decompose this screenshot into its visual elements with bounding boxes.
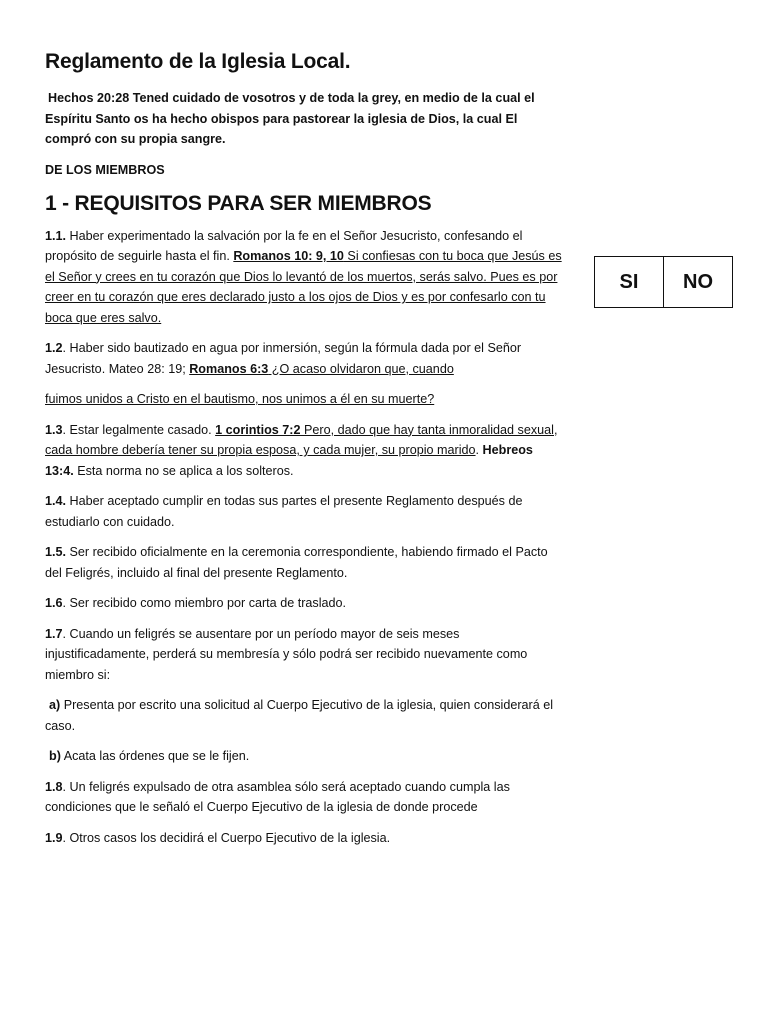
si-no-box <box>594 256 733 308</box>
scripture-reference: Romanos 6:3 <box>189 361 269 376</box>
item-text: Haber experimentado la salvación por la fe en el Señor Jesucristo, confesando el propósito de seguirle hasta el fin. <box>45 228 523 263</box>
item-number: 1.9 <box>45 830 63 845</box>
requirement-1-6 <box>45 593 565 614</box>
section-title: 1 - REQUISITOS PARA SER MIEMBROS <box>45 191 432 215</box>
document-title: Reglamento de la Iglesia Local. <box>45 50 351 73</box>
item-text: . Cuando un feligrés se ausentare por un período mayor de seis meses injustificadamente, perderá su membresía y sólo podrá ser recibido nuevamente como miembro si: <box>45 626 528 682</box>
item-number: 1.3 <box>45 422 63 437</box>
no-cell[interactable]: NO <box>663 257 732 307</box>
scripture-reference: Romanos 10: 9, 10 <box>233 249 344 263</box>
item-number: 1.2 <box>45 341 63 355</box>
item-text: . Ser recibido como miembro por carta de traslado. <box>62 596 346 610</box>
scripture-reference: Hebreos 13:4. <box>45 443 533 478</box>
item-text: Haber aceptado cumplir en todas sus partes el presente Reglamento después de estudiarlo con cuidado. <box>45 494 523 529</box>
requirement-1-5 <box>45 542 565 583</box>
requirement-1-9 <box>45 828 565 849</box>
item-number: 1.6 <box>45 596 63 610</box>
scripture-quote: Si confiesas con tu boca que Jesús es el Señor y crees en tu corazón que Dios lo levantó de los muertos, serás salvo. Pues es por creer en tu corazón que eres declarado justo a los ojos de Dios y es por confesarlo con tu boca que eres salvo. <box>45 249 562 325</box>
item-number: 1.7 <box>45 626 63 641</box>
item-number: b) <box>49 749 61 763</box>
epigraph-verse <box>45 88 565 150</box>
requirement-1-2-continued <box>45 389 565 410</box>
item-number: 1.4. <box>45 494 67 508</box>
item-number: 1.5. <box>45 545 67 559</box>
section-subhead: DE LOS MIEMBROS <box>45 162 165 177</box>
requirement-1-2 <box>45 338 565 379</box>
item-text: Ser recibido oficialmente en la ceremonia correspondiente, habiendo firmado el Pacto del Feligrés, incluido al final del presente Reglamento. <box>45 545 548 580</box>
document-body <box>45 50 565 858</box>
requirement-1-8 <box>45 777 565 818</box>
item-text: . Un feligrés expulsado de otra asamblea sólo será aceptado cuando cumpla las condiciones que le señaló el Cuerpo Ejecutivo de la iglesia de donde procede <box>45 779 510 814</box>
requirement-1-1 <box>45 226 565 329</box>
item-number: a) <box>49 698 61 712</box>
item-text: Acata las órdenes que se le fijen. <box>60 749 250 763</box>
item-text: Presenta por escrito una solicitud al Cuerpo Ejecutivo de la iglesia, quien considerará el caso. <box>45 698 554 733</box>
scripture-quote: Pero, dado que hay tanta inmoralidad sexual, cada hombre debería tener su propia esposa, y cada mujer, su propio marido <box>45 422 558 457</box>
si-cell[interactable]: SI <box>619 270 639 293</box>
requirement-1-3 <box>45 420 565 482</box>
epigraph-verse-text: Hechos 20:28 Tened cuidado de vosotros y de toda la grey, en medio de la cual el Espíritu Santo os ha hecho obispos para pastorear la iglesia de Dios, la cual El compró con su propia sangre. <box>45 91 535 146</box>
requirement-1-7 <box>45 624 565 686</box>
item-number: 1.1. <box>45 228 67 243</box>
item-text: . <box>475 443 483 457</box>
item-number: 1.8 <box>45 779 63 794</box>
requirement-1-7-a <box>45 695 565 736</box>
item-text: . Haber sido bautizado en agua por inmersión, según la fórmula dada por el Señor Jesucristo. Mateo 28: 19; <box>45 341 522 376</box>
scripture-reference: 1 corintios 7:2 <box>215 422 301 437</box>
item-text: . Otros casos los decidirá el Cuerpo Ejecutivo de la iglesia. <box>62 830 391 845</box>
scripture-quote: fuimos unidos a Cristo en el bautismo, nos unimos a él en su muerte? <box>45 392 435 406</box>
item-text: . Estar legalmente casado. <box>62 422 216 437</box>
scripture-quote: ¿O acaso olvidaron que, cuando <box>268 361 454 376</box>
requirement-1-4 <box>45 491 565 532</box>
item-text: Esta norma no se aplica a los solteros. <box>73 463 294 478</box>
requirement-1-7-b <box>45 746 565 767</box>
